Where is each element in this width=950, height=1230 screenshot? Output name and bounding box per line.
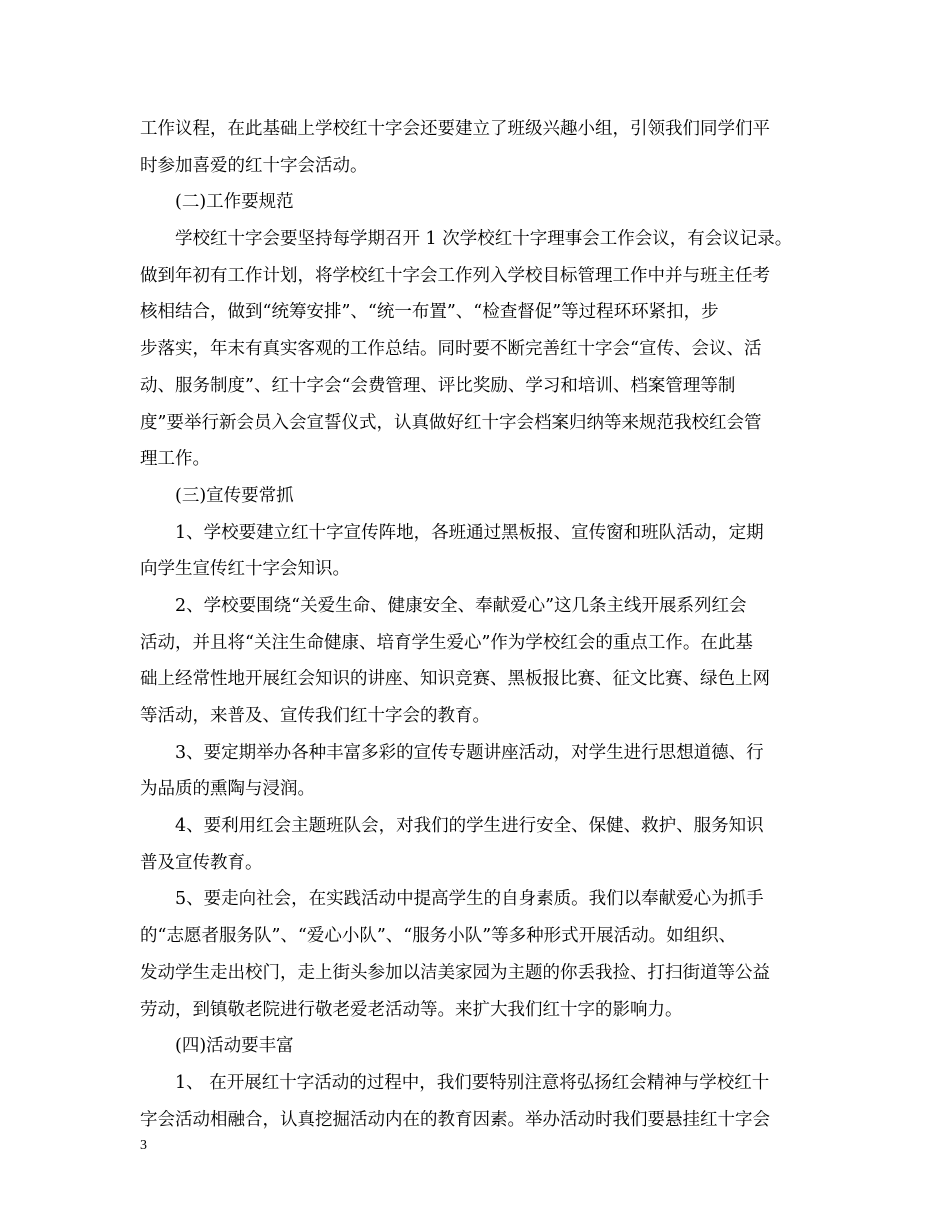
text-line: 学校红十字会要坚持每学期召开 1 次学校红十字理事会工作会议，有会议记录。	[175, 229, 793, 250]
text-line: 4、要利用红会主题班队会，对我们的学生进行安全、保健、救护、服务知识	[175, 816, 764, 837]
text-line: 2、学校要围绕“关爱生命、健康安全、奉献爱心”这几条主线开展系列红会	[175, 595, 747, 616]
text-line: 的“志愿者服务队”、“爱心小队”、“服务小队”等多种形式开展活动。如组织、	[140, 926, 737, 947]
text-line: 劳动，到镇敬老院进行敬老爱老活动等。来扩大我们红十字的影响力。	[140, 999, 683, 1020]
text-line: 等活动，来普及、宣传我们红十字会的教育。	[140, 706, 490, 726]
text-line: 5、要走向社会，在实践活动中提高学生的自身素质。我们以奉献爱心为抓手	[175, 889, 764, 910]
text-line: 字会活动相融合，认真挖掘活动内在的教育因素。举办活动时我们要悬挂红十字会	[140, 1109, 770, 1130]
text-line: 做到年初有工作计划，将学校红十字会工作列入学校目标管理工作中并与班主任考	[140, 265, 770, 286]
text-line: 步落实，年末有真实客观的工作总结。同时要不断完善红十字会“宣传、会议、活	[140, 339, 762, 360]
text-line: 时参加喜爱的红十字会活动。	[140, 155, 368, 176]
text-line: 动、服务制度”、红十字会“会费管理、评比奖励、学习和培训、档案管理等制	[140, 375, 736, 396]
text-line: 理工作。	[140, 449, 210, 470]
text-line: 1、 在开展红十字活动的过程中，我们要特别注意将弘扬红会精神与学校红十	[175, 1072, 770, 1093]
section-heading: (三)宣传要常抓	[175, 485, 294, 506]
text-line: 工作议程，在此基础上学校红十字会还要建立了班级兴趣小组，引领我们同学们平	[140, 119, 770, 139]
text-line: 1、学校要建立红十字宣传阵地，各班通过黑板报、宣传窗和班队活动，定期	[175, 522, 764, 543]
text-line: 础上经常性地开展红会知识的讲座、知识竞赛、黑板报比赛、征文比赛、绿色上网	[140, 669, 770, 690]
section-heading: (四)活动要丰富	[175, 1036, 294, 1057]
text-line: 发动学生走出校门，走上街头参加以洁美家园为主题的你丢我捡、打扫街道等公益	[140, 962, 770, 983]
section-heading: (二)工作要规范	[175, 192, 294, 213]
text-line: 普及宣传教育。	[140, 852, 263, 873]
page-number: 3	[140, 1138, 147, 1153]
text-line: 活动，并且将“关注生命健康、培育学生爱心”作为学校红会的重点工作。在此基	[140, 632, 753, 653]
text-line: 核相结合，做到“统筹安排”、“统一布置”、“检查督促”等过程环环紧扣，步	[140, 302, 719, 323]
document-body	[140, 111, 820, 1138]
text-line: 向学生宣传红十字会知识。	[140, 559, 350, 580]
text-line: 度”要举行新会员入会宣誓仪式，认真做好红十字会档案归纳等来规范我校红会管	[140, 412, 762, 433]
text-line: 为品质的熏陶与浸润。	[140, 779, 315, 800]
text-line: 3、要定期举办各种丰富多彩的宣传专题讲座活动，对学生进行思想道德、行	[175, 742, 764, 763]
